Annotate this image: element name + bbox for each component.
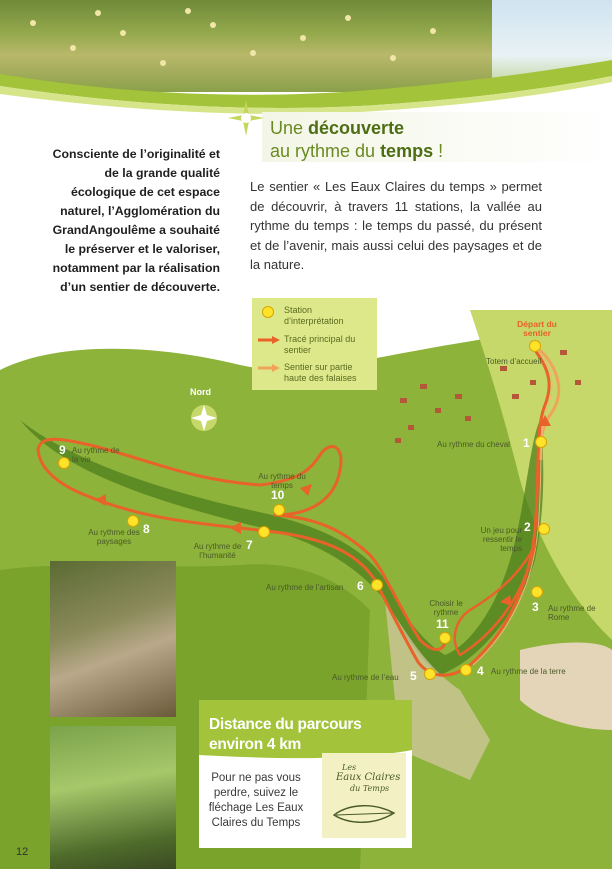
station-9-label: Au rythme de la vie	[72, 446, 120, 464]
trail-logo	[322, 753, 406, 838]
station-2-number: 2	[524, 520, 531, 534]
page-title-line1: Une découverte	[270, 118, 405, 138]
station-1-label: Au rythme du cheval	[437, 440, 510, 449]
station-8-number: 8	[143, 522, 150, 536]
station-5-number: 5	[410, 669, 417, 683]
intro-paragraph: Consciente de l’originalité et de la grande qualité écologique de cet espace naturel, l’Agglomération du GrandAngoulême a souhaité le préserver et le valoriser, notamment par la réalisation d’un sentier de découverte.	[52, 147, 220, 294]
station-6-label: Au rythme de l’artisan	[266, 583, 344, 592]
station-3-label: Au rythme de Rome	[548, 604, 596, 622]
start-label: Départ du sentier	[517, 319, 557, 338]
station-10-number: 10	[271, 488, 285, 502]
station-4-label: Au rythme de la terre	[491, 667, 566, 676]
logo-line2: Eaux Claires	[336, 772, 401, 783]
page-number: 12	[16, 846, 29, 858]
distance-heading	[209, 715, 362, 755]
legend-main-trail: Tracé principal du sentier	[284, 334, 356, 355]
station-6-number: 6	[357, 579, 364, 593]
station-5-label: Au rythme de l’eau	[332, 673, 399, 682]
station-8-label: Au rythme des paysages	[88, 528, 140, 546]
totem-label: Totem d’accueil	[486, 357, 542, 366]
distance-line1: Distance du parcours	[209, 716, 362, 733]
station-7-label: Au rythme de l’humanité	[193, 542, 242, 560]
trail-description: Le sentier « Les Eaux Claires du temps » permet de découvrir, à travers 11 stations, la vallée au rythme du temps : le temps du passé, du présent et de l’avenir, mais aussi celui des paysages et de la nature.	[250, 179, 542, 272]
station-11-number: 11	[436, 617, 449, 631]
station-dot-icon	[262, 306, 274, 318]
follow-signage-text: Pour ne pas vous perdre, suivez le fléchage Les Eaux Claires du Temps	[208, 772, 304, 829]
photo-hiker-at-sign	[50, 726, 176, 869]
legend-station: Station d’interprétation	[284, 305, 344, 326]
station-4-number: 4	[477, 664, 484, 678]
logo-line3: du Temps	[350, 784, 390, 793]
photo-visitors-reading-panel	[50, 561, 176, 717]
trail-arrow-icon	[258, 336, 280, 344]
legend-upper-trail: Sentier sur partie haute des falaises	[284, 362, 357, 383]
page-title-line2: au rythme du temps !	[270, 141, 444, 161]
compass-star-icon	[228, 100, 264, 136]
station-1-number: 1	[523, 436, 530, 450]
station-2-label: Un jeu pour ressentir le temps	[480, 526, 522, 553]
distance-line2: environ 4 km	[209, 736, 302, 753]
station-9-number: 9	[59, 443, 66, 457]
upper-trail-arrow-icon	[258, 364, 280, 372]
north-label: Nord	[190, 387, 211, 397]
map-legend	[252, 298, 377, 390]
station-10-label: Au rythme du temps	[258, 472, 306, 490]
logo-line1: Les	[342, 763, 357, 772]
station-11-label: Choisir le rythme	[429, 599, 463, 617]
station-7-number: 7	[246, 538, 253, 552]
station-3-number: 3	[532, 600, 539, 614]
leaf-arrow-icon	[330, 801, 400, 827]
